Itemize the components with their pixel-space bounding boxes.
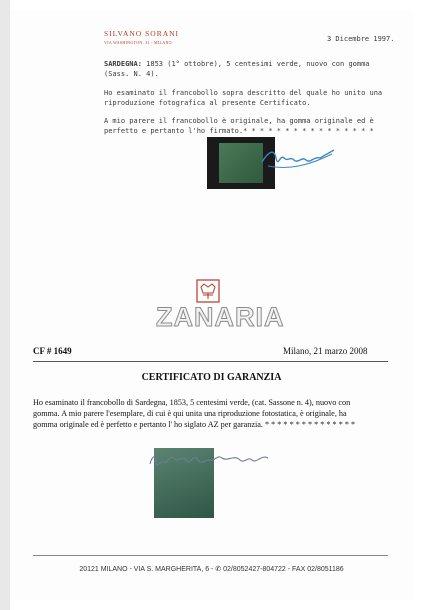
stamp-image [219, 143, 263, 183]
header-rule [33, 361, 388, 362]
letterhead-address: VIA WASHINGTON, 31 - MILANO [104, 40, 172, 45]
sorani-country: SARDEGNA: [104, 60, 142, 68]
zanaria-body-line3: gomma originale ed è perfetto e pertanto l' ho siglato AZ per garanzia. * * * * * * * * * * * * * * * [33, 420, 356, 429]
sorani-para1-line2: riproduzione fotografica al presente Certificato. [104, 99, 311, 107]
signature-stroke [262, 150, 334, 162]
sorani-para2-line2: perfetto e pertanto l'ho firmato.* * * * * * * * * * * * * * * * [104, 127, 374, 135]
zanaria-signature [144, 440, 294, 480]
sorani-para2-line1: A mio parere il francobollo è originale, ha gomma originale ed è [104, 117, 374, 125]
sorani-para1-line1: Ho esaminato il francobollo sopra descritto del quale ho unito una [104, 89, 383, 97]
zanaria-emblem [196, 279, 220, 303]
sorani-description-rest: 1853 (1° ottobre), 5 centesimi verde, nuovo con gomma [141, 60, 370, 68]
zanaria-logo: ZANARIA [156, 302, 285, 332]
signature-stroke [150, 457, 268, 465]
sorani-date: 3 Dicembre 1997. [327, 35, 395, 43]
sorani-description-line1 [104, 60, 370, 70]
page-edge-left [0, 0, 10, 610]
certificate-title: CERTIFICATO DI GARANZIA [141, 372, 282, 383]
zanaria-body-line1: Ho esaminato il francobollo di Sardegna, 1853, 5 centesimi verde, (cat. Sassone n. 4), nuovo con [33, 398, 351, 407]
letterhead-name: SILVANO SORANI [104, 29, 180, 38]
zanaria-place-date: Milano, 21 marzo 2008 [283, 346, 368, 356]
cf-number: CF # 1649 [33, 346, 72, 356]
footer-rule [33, 555, 388, 556]
sorani-description-line2: (Sass. N. 4). [104, 70, 159, 78]
zanaria-body-line2: gomma. A mio parere l'esemplare, di cui è qui unita una riproduzione fotostatica, è originale, ha [33, 409, 347, 418]
emblem-base [203, 293, 213, 299]
sorani-signature [258, 140, 338, 180]
zanaria-footer-address: 20121 MILANO - VIA S. MARGHERITA, 6 - ✆ 02/8052427-804722 - FAX 02/8051186 [79, 566, 344, 573]
emblem-crown [201, 284, 215, 293]
